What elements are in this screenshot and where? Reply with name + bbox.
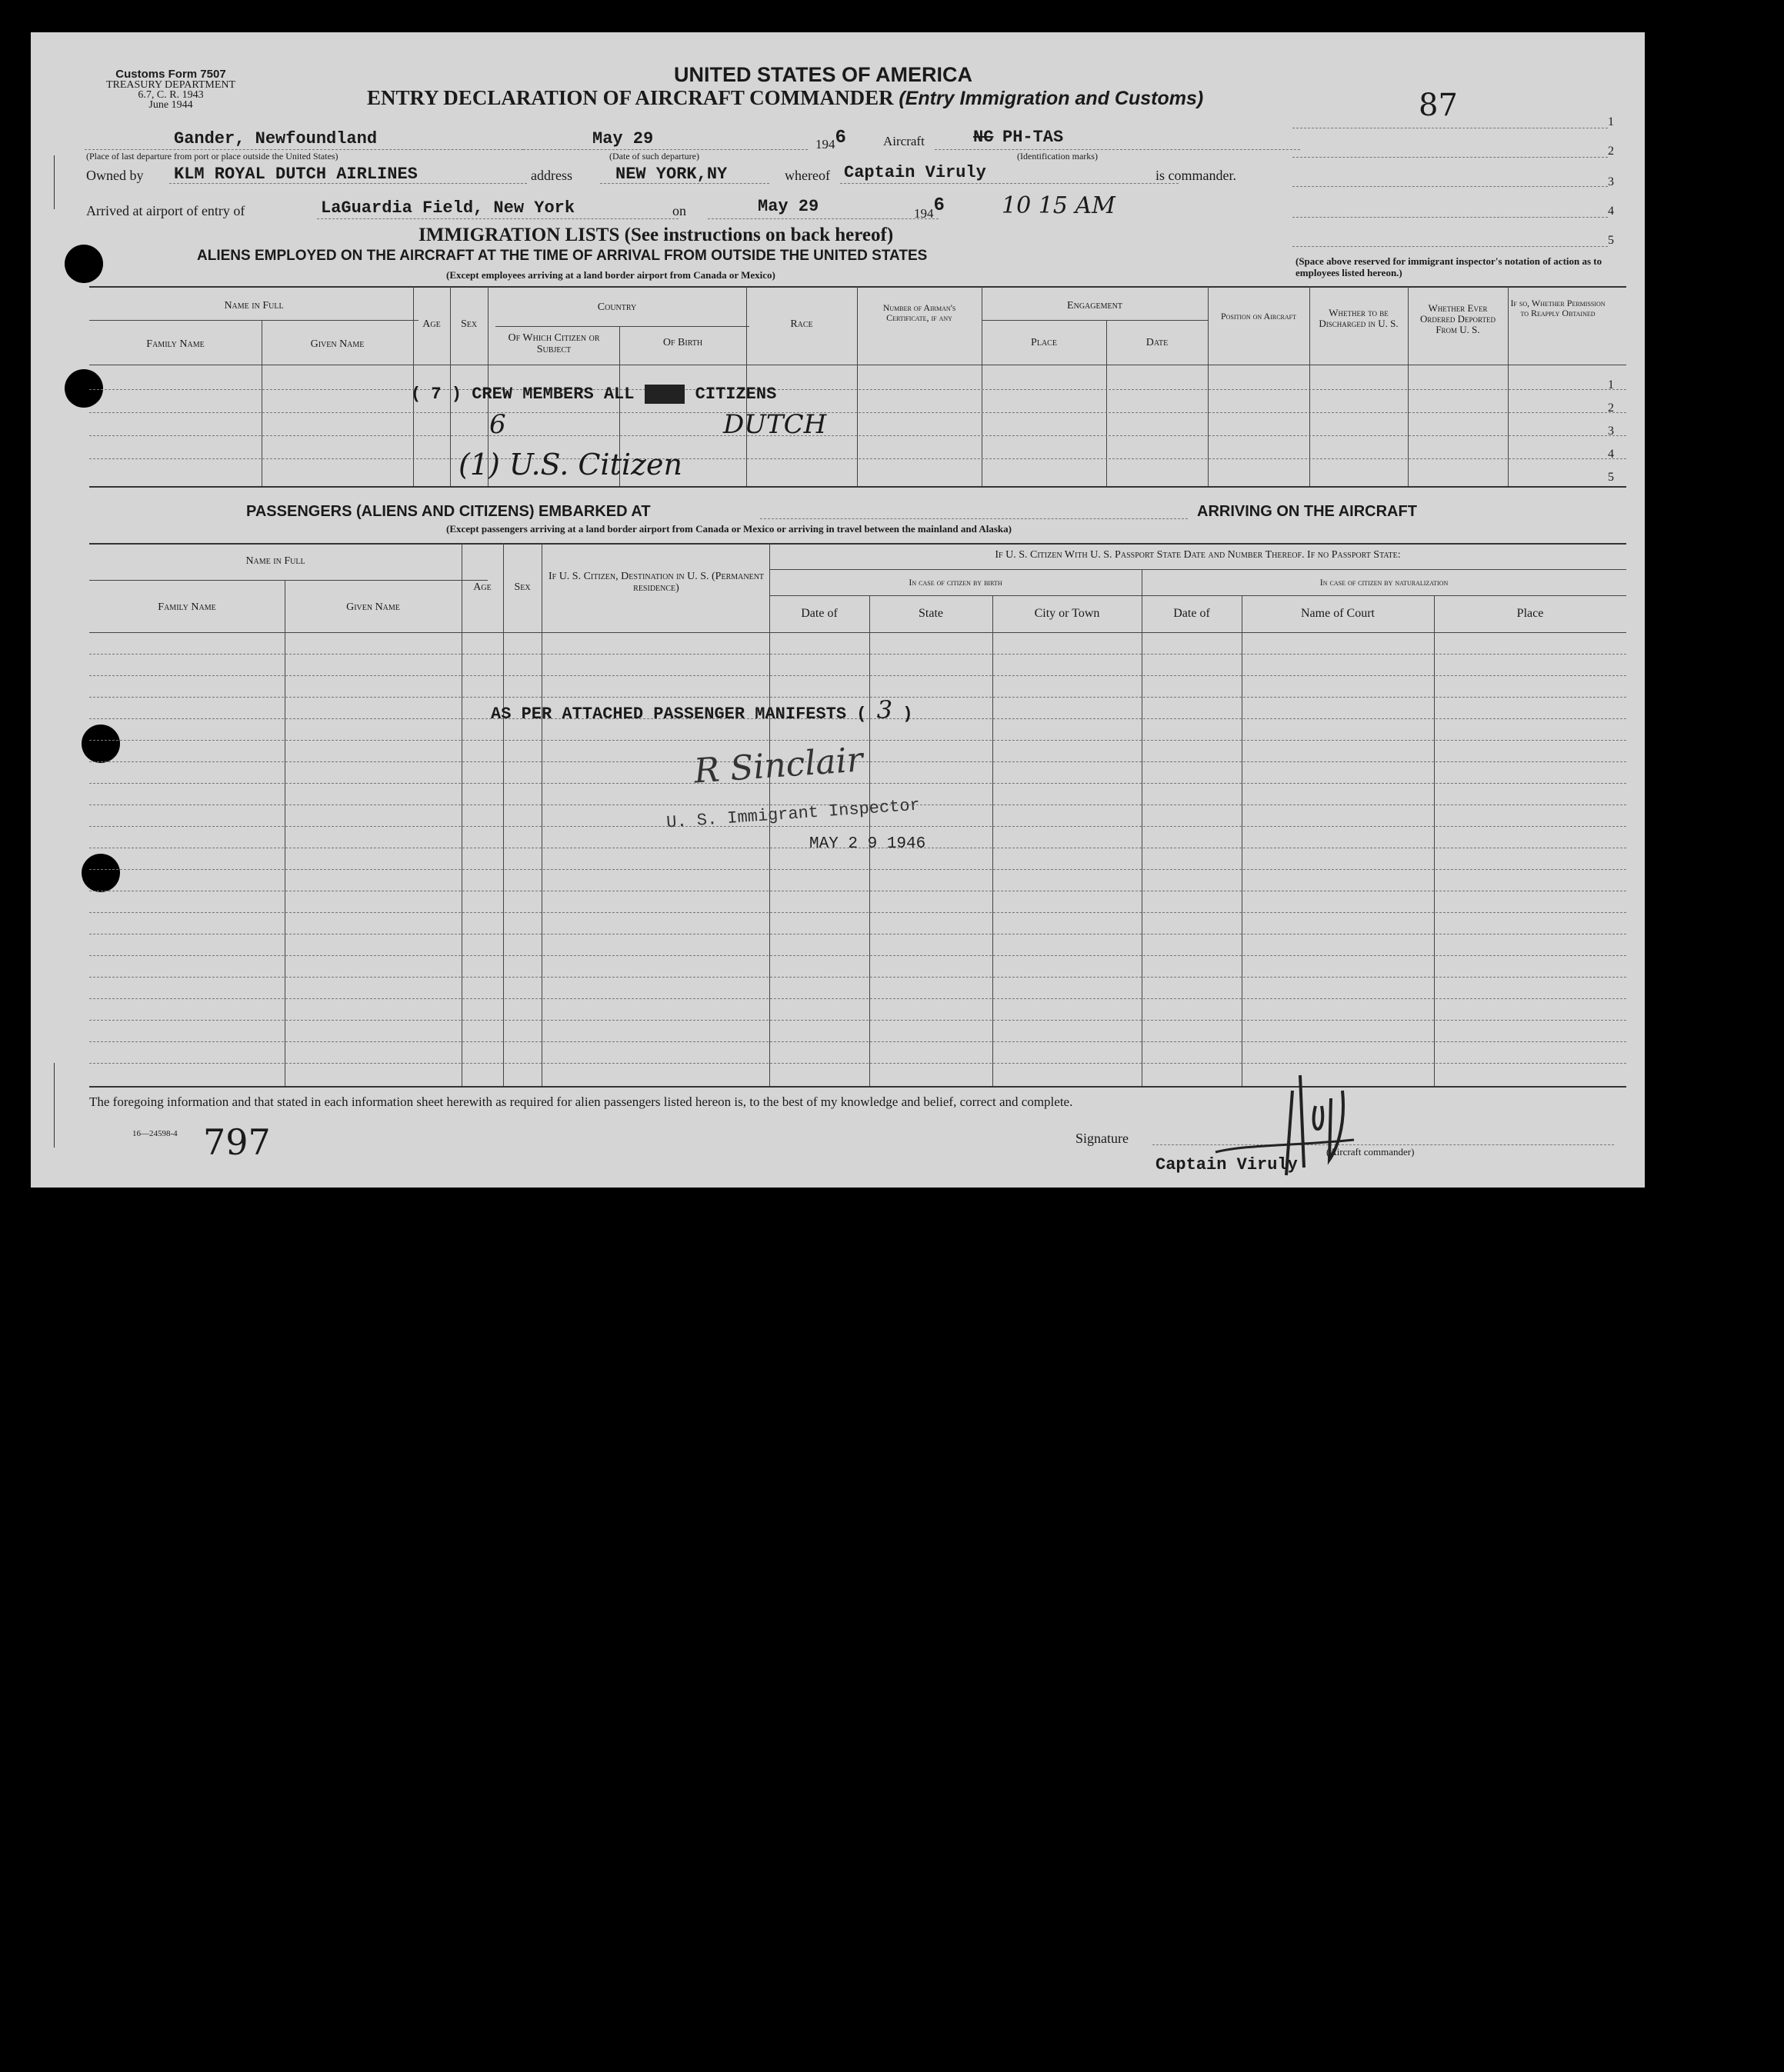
whereof-label: whereof	[785, 168, 830, 183]
declaration-text: The foregoing information and that stated in each information sheet herewith as required for alien passengers listed hereon is, to the best of my knowledge and belief, correct and complete.	[89, 1094, 1073, 1109]
crew-entry-line1: ( 7 ) CREW MEMBERS ALL U.S. CITIZENS	[411, 385, 777, 404]
crew-header-discharged: Whether to be Discharged in U. S.	[1319, 307, 1399, 329]
crew-header-family: Family Name	[146, 338, 205, 350]
passengers-title-right: ARRIVING ON THE AIRCRAFT	[1197, 503, 1417, 520]
crew-row-number: 5	[1608, 471, 1614, 484]
passenger-row-line	[89, 1063, 1626, 1064]
immigration-subtitle: ALIENS EMPLOYED ON THE AIRCRAFT AT THE TIME OF ARRIVAL FROM OUTSIDE THE UNITED STATES	[197, 248, 928, 264]
form-department: TREASURY DEPARTMENT 6.7, C. R. 1943 June 1944	[105, 79, 236, 111]
punch-hole	[65, 369, 103, 408]
crew-entry-line2-nationality: DUTCH	[723, 409, 827, 440]
reserved-note: (Space above reserved for immigrant inspector's notation of action as to employees listed hereon.)	[1295, 255, 1602, 278]
aircraft-struck: NC	[973, 128, 994, 147]
arrival-year: 1946	[914, 195, 945, 221]
form-country: UNITED STATES OF AMERICA	[674, 63, 972, 86]
print-code: 16—24598-4	[132, 1129, 178, 1138]
departure-year: 1946	[815, 128, 846, 152]
pass-header-court: Name of Court	[1301, 607, 1375, 620]
signature-label: Signature	[1075, 1131, 1129, 1146]
aircraft-id: PH-TAS	[1002, 128, 1064, 147]
departure-date-caption: (Date of such departure)	[609, 151, 699, 162]
crew-header-birth: Of Birth	[662, 337, 703, 348]
crew-header-name: Name in Full	[224, 300, 284, 311]
passenger-row-line	[89, 1020, 1626, 1021]
aircraft-caption: (Identification marks)	[1017, 151, 1098, 162]
pass-header-passport: If U. S. Citizen With U. S. Passport State Date and Number Thereof. If no Passport State:	[995, 549, 1401, 561]
departure-place-caption: (Place of last departure from port or place outside the United States)	[86, 151, 338, 162]
passenger-row-line	[89, 783, 1626, 784]
pass-header-name: Name in Full	[245, 555, 305, 567]
immigration-note: (Except employees arriving at a land border airport from Canada or Mexico)	[446, 269, 775, 281]
page-number: 87	[1419, 88, 1458, 123]
passenger-row-line	[89, 869, 1626, 870]
pass-header-family: Family Name	[158, 601, 216, 613]
arrival-airport: LaGuardia Field, New York	[321, 198, 575, 218]
right-number: 3	[1608, 175, 1614, 188]
crew-header-race: Race	[790, 318, 813, 330]
passenger-row-line	[89, 955, 1626, 956]
passenger-row-line	[89, 1041, 1626, 1042]
pass-header-state: State	[919, 607, 943, 620]
form-title: ENTRY DECLARATION OF AIRCRAFT COMMANDER (Entry Immigration and Customs)	[367, 86, 1204, 109]
crew-header-date: Date	[1145, 337, 1169, 348]
stamp-date: MAY 2 9 1946	[809, 835, 926, 853]
crew-row-number: 1	[1608, 378, 1614, 391]
arrived-label: Arrived at airport of entry of	[86, 203, 245, 218]
pass-header-place: Place	[1516, 607, 1544, 620]
passenger-row-line	[89, 675, 1626, 676]
on-label: on	[672, 203, 686, 218]
passenger-row-line	[89, 826, 1626, 827]
passengers-title: PASSENGERS (ALIENS AND CITIZENS) EMBARKED AT	[246, 503, 651, 520]
crew-header-engagement: Engagement	[1067, 300, 1122, 311]
signer-name: Captain Viruly	[1155, 1155, 1298, 1174]
passenger-row-line	[89, 998, 1626, 999]
crew-header-deported: Whether Ever Ordered Deported From U. S.	[1420, 302, 1496, 335]
arrival-time: 10 15 AM	[1002, 192, 1115, 219]
crew-row-number: 2	[1608, 401, 1614, 415]
owned-by-label: Owned by	[86, 168, 144, 183]
pass-header-city: City or Town	[1034, 607, 1100, 620]
right-number: 1	[1608, 115, 1614, 128]
departure-place: Gander, Newfoundland	[174, 129, 378, 148]
crew-entry-line2-count: 6	[489, 409, 506, 440]
punch-hole	[82, 725, 120, 763]
handwritten-number: 797	[203, 1121, 271, 1163]
commander-suffix: is commander.	[1155, 168, 1236, 183]
crew-header-country: Country	[597, 301, 637, 313]
aircraft-label: Aircraft	[883, 134, 925, 148]
arrival-date: May 29	[758, 197, 819, 216]
form-number: Customs Form 7507	[115, 68, 226, 81]
pass-header-sex: Sex	[514, 581, 531, 593]
passengers-note: (Except passengers arriving at a land border airport from Canada or Mexico or arriving in travel between the mainland and Alaska)	[446, 523, 1012, 535]
address: NEW YORK,NY	[615, 165, 728, 184]
crew-entry-line3: (1) U.S. Citizen	[459, 448, 682, 481]
departure-date: May 29	[592, 129, 654, 148]
pass-header-given: Given Name	[346, 601, 400, 613]
declaration-form	[31, 32, 1645, 1188]
crew-header-permission: If so, Whether Permission to Reapply Obtained	[1510, 298, 1606, 318]
punch-hole	[82, 854, 120, 892]
pass-header-by-birth: In case of citizen by birth	[909, 577, 1002, 588]
pass-header-date-of-2: Date of	[1173, 607, 1210, 620]
inspector-stamp: U. S. Immigrant Inspector	[665, 795, 921, 833]
manifest-note: AS PER ATTACHED PASSENGER MANIFESTS ( 3 )	[491, 695, 913, 725]
immigration-title: IMMIGRATION LISTS (See instructions on back hereof)	[418, 225, 894, 245]
commander-name: Captain Viruly	[844, 163, 986, 182]
passenger-row-line	[89, 912, 1626, 913]
pass-header-destination: If U. S. Citizen, Destination in U. S. (Permanent residence)	[548, 571, 765, 594]
crew-header-place: Place	[1031, 337, 1057, 348]
punch-hole	[65, 245, 103, 283]
crew-header-age: Age	[422, 318, 441, 330]
right-number: 4	[1608, 205, 1614, 218]
crew-header-cert: Number of Airman's Certificate, if any	[882, 302, 956, 323]
right-number: 5	[1608, 234, 1614, 247]
crew-header-given: Given Name	[310, 338, 365, 350]
pass-header-age: Age	[473, 581, 492, 593]
signature-caption: (Aircraft commander)	[1326, 1146, 1415, 1158]
crew-header-sex: Sex	[460, 318, 478, 330]
owner: KLM ROYAL DUTCH AIRLINES	[174, 165, 418, 184]
crew-row-number: 4	[1608, 448, 1614, 461]
passenger-row-line	[89, 977, 1626, 978]
crew-row-number: 3	[1608, 425, 1614, 438]
address-label: address	[531, 168, 572, 183]
pass-header-date-of: Date of	[801, 607, 838, 620]
pass-header-by-naturalization: In case of citizen by naturalization	[1319, 577, 1449, 588]
right-number: 2	[1608, 145, 1614, 158]
inspector-signature: R Sinclair	[692, 740, 865, 791]
passenger-row-line	[89, 654, 1626, 655]
crew-header-position: Position on Aircraft	[1220, 311, 1296, 321]
crew-header-citizen: Of Which Citizen or Subject	[508, 332, 600, 355]
